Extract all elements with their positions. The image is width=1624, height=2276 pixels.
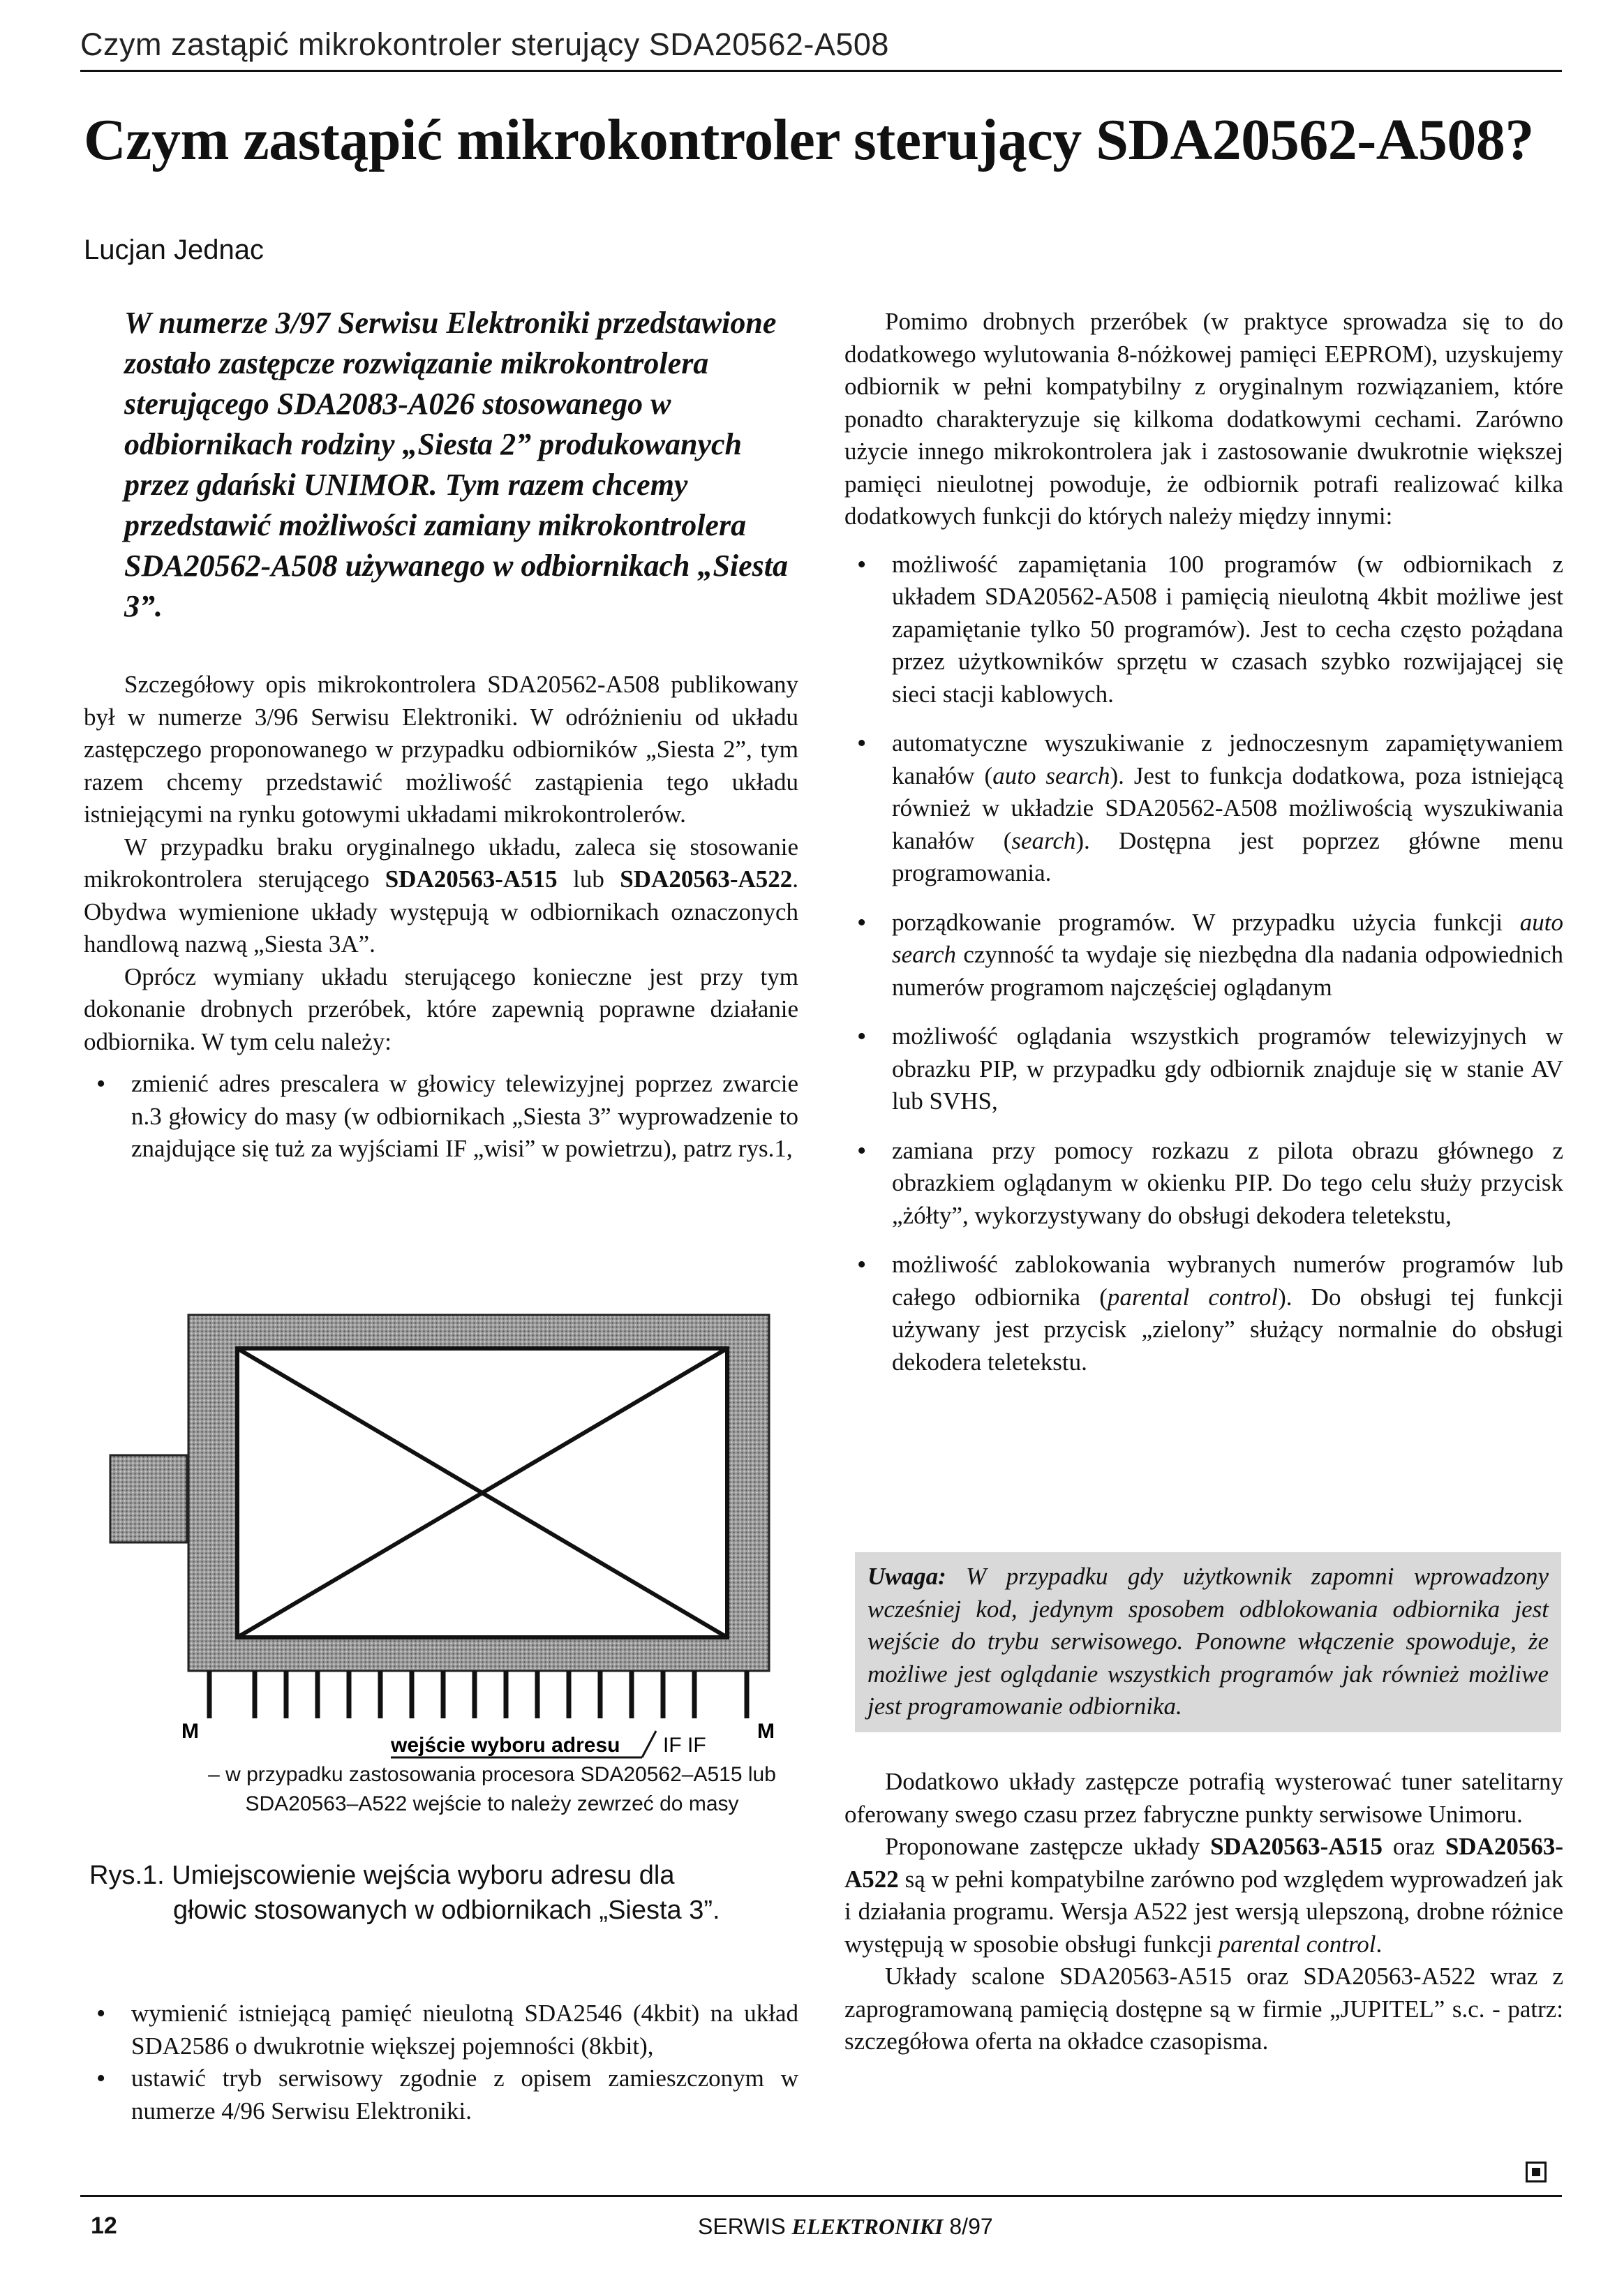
right-paragraph-1: Pomimo drobnych przeróbek (w praktyce sprowadza się to do dodatkowego wylutowania 8-nóżkowej pamięci EEPROM), uzyskujemy odbiornik w pełni kompatybilny z oryginalnym rozwiązaniem, które ponadto charakteryzuje się kilkoma dodatkowymi cechami. Zarówno użycie innego mikrokontrolera jak i zastosowanie dwukrotnie większej pamięci nieulotnej powoduje, że odbiornik potrafi realizować kilka dodatkowych funkcji do których należy między innymi: [844,308,1563,530]
right-bullet-2 [844,727,1563,890]
warning-label: Uwaga: [867,1563,946,1590]
tuner-pins [209,1671,747,1718]
footer-rule [80,2195,1562,2197]
right-bullet-1: • możliwość zapamiętania 100 programów (w odbiornikach z układem SDA20562-A508 i pamięcią nieulotną 4kbit możliwe jest zapamiętanie tylko 50 programów). Jest to cecha często pożądana przez użytkowników sprzętu w czasach szybko rozwijającej się sieci stacji kablowych. [844,549,1563,711]
footer-mag-prefix: SERWIS [698,2214,792,2239]
left-p2-text-e: . Obydwa wymienione układy występują w odbiornikach oznaczonych handlową nazwą „Siesta 3A”. [84,865,798,958]
right-column-bottom [844,1766,1563,2058]
right-b6-parental-control: parental control [1107,1283,1279,1311]
left-bullet-2: • wymienić istniejącą pamięć nieulotną SDA2546 (4kbit) na układ SDA2586 o dwukrotnie większej pojemności (8kbit), [84,1998,798,2062]
figure-caption [89,1858,801,1928]
footer-issue: 8/97 [943,2214,993,2239]
right-b2-e: ). Dostępna jest poprzez główne menu programowania. [892,826,1563,886]
right-bullet-3 [844,907,1563,1004]
right-p3-a: Proponowane zastępcze układy [885,1833,1211,1860]
left-column-bottom [84,1998,798,2127]
pin-pointer [642,1731,656,1757]
label-wejscie: wejście wyboru adresu [391,1734,620,1757]
figure-note: – w przypadku zastosowania procesora SDA20562–A515 lub SDA20563–A522 wejście to należy zewrzeć do masy [208,1763,776,1815]
left-bullet-list-1 [84,1068,798,1166]
left-p2-chip-a515: SDA20563-A515 [385,865,558,893]
right-column-top [844,306,1563,1395]
right-p3-chip-a522: SDA20563-A522 [844,1833,1563,1893]
left-bullet-1: • zmienić adres prescalera w głowicy telewizyjnej poprzez zwarcie n.3 głowicy do masy (w odbiornikach „Siesta 3” wyprowadzenie to znajdujące się tuż za wyjściami IF „wisi” w powietrzu), patrz rys.1, [84,1068,798,1166]
right-b6-c: ). Do obsługi tej funkcji używany jest przycisk „zielony” służący normalnie do obsługi dekodera teletekstu. [892,1283,1564,1376]
left-bullet-3: • ustawić tryb serwisowy zgodnie z opisem zamieszczonym w numerze 4/96 Serwisu Elektroniki. [84,2062,798,2127]
right-paragraph-3 [844,1831,1563,1961]
left-paragraph-1: Szczegółowy opis mikrokontrolera SDA20562-A508 publikowany był w numerze 3/96 Serwisu Elektroniki. W odróżnieniu od układu zastępczego proponowanego w przypadku odbiorników „Siesta 2”, tym razem chcemy przedstawić możliwość zastąpienia tego układu istniejącymi na rynku gotowymi układami mikrokontrolerów. [84,671,798,828]
running-header: Czym zastąpić mikrokontroler sterujący SDA20562-A508 [80,27,889,62]
right-b6-a: możliwość zablokowania wybranych numerów programów lub całego odbiornika ( [892,1251,1563,1311]
right-b3-c: czynność ta wydaje się niezbędna dla nadania odpowiednich numerów programom najczęściej oglądanym [892,941,1563,1001]
left-paragraph-2 [84,831,798,961]
left-p2-text-c: lub [557,865,620,893]
footer-magazine [698,2214,993,2240]
right-b2-search: search [1011,826,1076,854]
header-rule [80,70,1562,72]
right-b2-auto-search: auto search [992,761,1110,789]
right-b3-a: porządkowanie programów. W przypadku użycia funkcji [892,908,1520,936]
label-if: IF IF [663,1734,706,1757]
left-p2-chip-a522: SDA20563-A522 [620,865,793,893]
warning-note [855,1552,1561,1732]
right-paragraph-4: Układy scalone SDA20563-A515 oraz SDA20563-A522 wraz z zaprogramowaną pamięcią dostępne są w firmie „JUPITEL” s.c. - patrz: szczegółowa oferta na okładce czasopisma. [844,1963,1563,2055]
article-lead: W numerze 3/97 Serwisu Elektroniki przedstawione zostało zastępcze rozwiązanie mikrokontrolera sterującego SDA2083-A026 stosowanego w odbiornikach rodziny „Siesta 2” produkowanych przez gdański UNIMOR. Tym razem chcemy przedstawić możliwości zamiany mikrokontrolera SDA20562-A508 używanego w odbiornikach „Siesta 3”. [124,306,789,623]
page-number: 12 [91,2212,117,2239]
right-p3-chip-a515: SDA20563-A515 [1210,1833,1383,1860]
right-b2-c: ). Jest to funkcja dodatkowa, poza istniejącą również w układzie SDA20562-A508 możliwością wyszukiwania kanałów ( [892,761,1563,854]
left-p2-text-a: W przypadku braku oryginalnego układu, zaleca się stosowanie mikrokontrolera sterującego [84,833,798,893]
right-p3-c: oraz [1383,1833,1445,1860]
right-p3-e: są w pełni kompatybilne zarówno pod względem wyprowadzeń jak i działania programu. Wersja A522 jest wersją ulepszoną, drobne różnice występują w sposobie obsługi funkcji [844,1865,1563,1958]
right-paragraph-2: Dodatkowo układy zastępcze potrafią wysterować tuner satelitarny oferowany swego czasu przez fabryczne punkty serwisowe Unimoru. [844,1768,1563,1828]
label-m-left: M [181,1720,199,1743]
caption-line-2: głowic stosowanych w odbiornikach „Siesta 3”. [173,1896,720,1925]
left-column-top [84,669,798,1166]
left-bullet-list-2 [84,1998,798,2127]
end-of-article-icon [1526,2162,1547,2182]
right-p3-parental-control: parental control [1218,1930,1376,1958]
footer-mag-name: ELEKTRONIKI [791,2214,944,2239]
right-bullet-6 [844,1249,1563,1378]
right-b2-a: automatyczne wyszukiwanie z jednoczesnym zapamiętywaniem kanałów ( [892,729,1563,789]
right-bullet-4: • możliwość oglądania wszystkich programów telewizyjnych w obrazku PIP, w przypadku gdy odbiornik znajduje się w stanie AV lub SVHS, [844,1020,1563,1118]
antenna-connector [110,1455,187,1542]
right-bullet-5: • zamiana przy pomocy rozkazu z pilota obrazu głównego z obrazkiem oglądanym w okienku PIP. Do tego celu służy przycisk „żółty”, wykorzystywany do obsługi dekodera teletekstu, [844,1135,1563,1233]
right-b3-auto-search: auto search [892,908,1563,968]
article-title: Czym zastąpić mikrokontroler sterujący SDA20562-A508? [84,107,1534,172]
right-bullet-list [844,549,1563,1379]
warning-text: W przypadku gdy użytkownik zapomni wprowadzony wcześniej kod, jedynym sposobem odblokowania odbiornika jest wejście do trybu serwisowego. Ponowne włączenie spowoduje, że możliwe jest oglądanie wszystkich programów jak również możliwe jest programowanie odbiornika. [867,1563,1549,1720]
left-paragraph-3: Oprócz wymiany układu sterującego konieczne jest przy tym dokonanie drobnych przeróbek, które zapewnią poprawne działanie odbiornika. W tym celu należy: [84,962,798,1055]
article-author: Lucjan Jednac [84,235,264,265]
label-m-right: M [757,1720,775,1743]
right-p3-g: . [1376,1930,1383,1958]
caption-line-1: Rys.1. Umiejscowienie wejścia wyboru adresu dla [89,1861,675,1890]
